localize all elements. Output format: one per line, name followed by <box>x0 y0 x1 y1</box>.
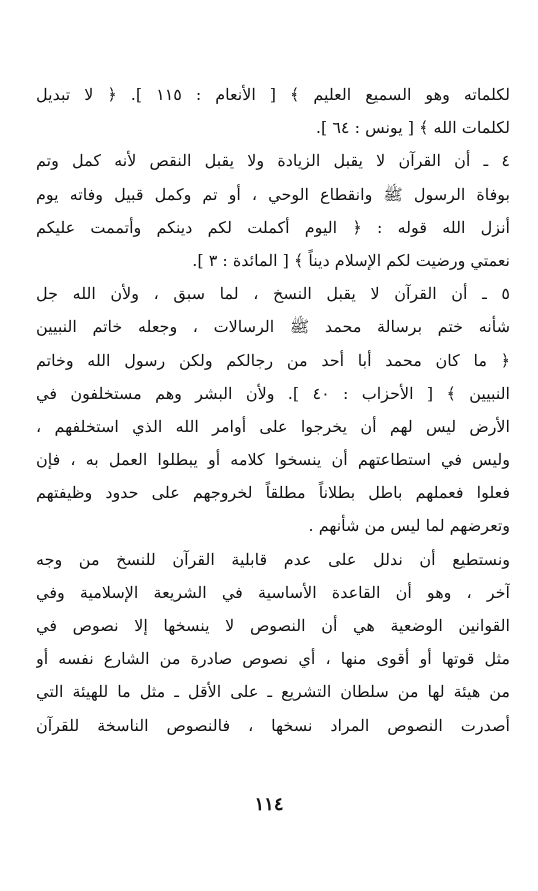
text-line-9: ﴿ ما كان محمد أبا أحد من رجالكم ولكن رسول الله وخاتم <box>36 350 510 370</box>
text-line-17: القوانين الوضعية هي أن النصوص لا ينسخها إلا نصوص في <box>36 616 510 635</box>
text-line-10: النبيين ﴾ [ الأحزاب : ٤٠ ]. ولأن البشر وهم مستخلفون في <box>36 383 510 403</box>
text-line-14: وتعرضهم لما ليس من شأنهم . <box>308 516 510 536</box>
text-line-20: أصدرت النصوص المراد نسخها ، فالنصوص الناسخة للقرآن <box>36 715 510 735</box>
text-line-7: ٥ ـ أن القرآن لا يقبل النسخ ، لما سبق ، ولأن الله جل <box>36 284 510 304</box>
text-line-5: أنزل الله قوله : ﴿ اليوم أكملت لكم دينكم وأتممت عليكم <box>36 217 510 237</box>
text-line-18: مثل قوتها أو أقوى منها ، أي نصوص صادرة من الشارع نفسه أو <box>36 649 510 669</box>
text-line-1: لكلماته وهو السميع العليم ﴾ [ الأنعام : ١١٥ ]. ﴿ لا تبديل <box>36 85 510 104</box>
text-line-15: ونستطيع أن ندلل على عدم قابلية القرآن للنسخ من وجه <box>36 549 510 569</box>
text-line-8: شأنه ختم برسالة محمد ﷺ الرسالات ، وجعله خاتم النبيين <box>36 317 510 337</box>
text-line-12: وليس في استطاعتهم أن ينسخوا كلامه أو يبطلوا العمل به ، فإن <box>36 450 510 470</box>
text-line-19: من هيئة لها من سلطان التشريع ـ على الأقل ـ مثل ما للهيئة التي <box>36 682 510 702</box>
text-line-3: ٤ ـ أن القرآن لا يقبل الزيادة ولا يقبل النقص لأنه كمل وتم <box>36 151 510 171</box>
text-line-2: لكلمات الله ﴾ [ يونس : ٦٤ ]. <box>315 118 510 138</box>
page-number: ١١٤ <box>254 794 284 815</box>
text-line-13: فعلوا فعملهم باطل بطلاناً مطلقاً لخروجهم على حدود وظيفتهم <box>36 483 510 503</box>
body-text <box>36 78 510 742</box>
text-line-16: آخر ، وهو أن القاعدة الأساسية في الشريعة الإسلامية وفي <box>36 582 510 602</box>
text-line-4: بوفاة الرسول ﷺ وانقطاع الوحي ، أو تم وكمل قبيل وفاته يوم <box>36 184 510 204</box>
text-line-6: نعمتي ورضيت لكم الإسلام ديناً ﴾ [ المائدة : ٣ ]. <box>192 250 510 270</box>
text-line-11: الأرض ليس لهم أن يخرجوا على أوامر الله الذي استخلفهم ، <box>36 416 510 436</box>
